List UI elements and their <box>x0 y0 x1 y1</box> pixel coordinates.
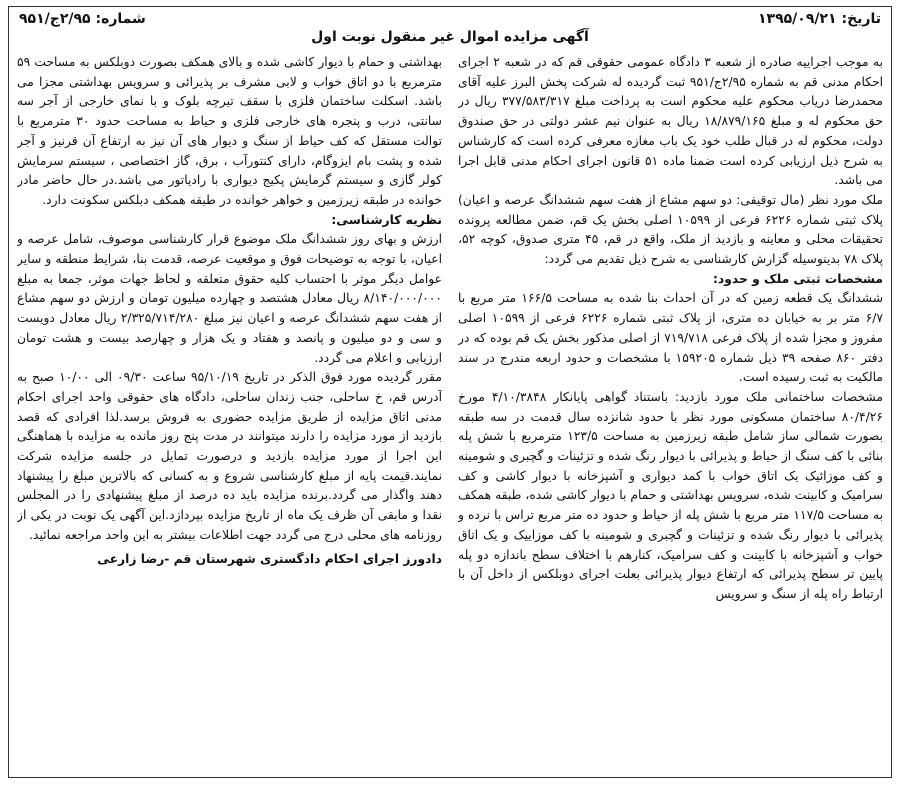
notice-header <box>9 7 891 51</box>
notice-title: آگهی مزایده اموال غیر منقول نوبت اول <box>311 29 589 45</box>
signature-line: دادورز اجرای احکام دادگستری شهرستان قم -رضا زارعی <box>97 551 442 566</box>
auction-paragraph: مقرر گردیده مورد فوق الذکر در تاریخ ۹۵/۱۰/۱۹ ساعت ۰۹/۳۰ الی ۱۰/۰۰ صبح به آدرس قم، خ ساحلی، جنب زندان ساحلی، دادگاه های حقوقی واحد اجرای احکام مدنی اتاق مزایده از طریق مزایده حضوری به فروش برسد.لذا افرادی که قصد بازدید از مورد مزایده را دارند میتوانند در مدت پنج روز مانده به مزایده با هماهنگی این اجرا از مورد مزایده بازدید و درصورت تمایل در جلسه مزایده شرکت نمایند.قیمت پایه از مبلغ کارشناسی شروع و به کسانی که بالاترین مبلغ را پیشنهاد دهند واگذار می گردد.برنده مزایده باید ده درصد از مبلغ پیشنهادی را در المجلس نقدا و مابقی آن ظرف یک ماه از تاریخ مزایده بپردازد.این آگهی یک نوبت در یکی از روزنامه های محلی درج می گردد جهت اطلاعات بیشتر به این واحد مراجعه نمائید. <box>17 370 442 542</box>
building-paragraph: مشخصات ساختمانی ملک مورد بازدید: باستناد گواهی پایانکار ۴/۱۰/۳۸۴۸ مورخ ۸۰/۴/۲۶ ساختمان مسکونی مورد نظر با حدود شانزده سال قدمت در سه طبقه بصورت شمالی ساز شامل طبقه زیرزمین به مساحت ۱۲۳/۵ مترمربع با شش پله بنائی با کف سنگ از حیاط و پذیرائی با دیوار رنگ شده و تزئینات و گچبری و شومینه و کف موزائیک یک اتاق خواب با کمد دیواری و آشپزخانه با دیوار کاشی و کف سرامیک و کابینت شده، سرویس بهداشتی و حمام با دیوار کاشی شده، طبقه همکف به مساحت ۱۱۷/۵ متر مربع با شش پله از حیاط و حدود ده متر مربع تراس با نرده و پذیرائی با دیوار رنگ شده و تزئینات و گچبری و شومینه با کف موزاییک و یک اتاق خواب و آشپزخانه با کابینت و کف سرامیک، کنارهم با اختلاف سطح باندازه دو پله پایین تر سطح پذیرائی که ارتفاع دیوار پذیرائی بعلت اجرای دوبلکس از داخل آن با ارتباط راه پله از سنگ و سرویس <box>458 389 883 601</box>
registry-paragraph: ششدانگ یک قطعه زمین که در آن احداث بنا شده به مساحت ۱۶۶/۵ متر مربع با ۶/۷ متر بر به خیابان ده متری، از پلاک ثبتی شماره ۶۲۲۶ فرعی از ۱۰۵۹۹ اصلی مفروز و مجزا شده از پلاک فرعی ۷۱۹/۷۱۸ از اصلی مذکور بخش یک قم بوده که در دفتر ۸۶۰ صفحه ۳۹ ذیل شماره ۱۵۹۲۰۵ با مشخصات و حدود اربعه مندرج در سند مالکیت به ثبت رسیده است. <box>458 291 883 385</box>
opinion-heading: نظریه کارشناسی: <box>331 212 442 227</box>
notice-number: شماره: ۲/۹۵ج/۹۵۱ <box>19 11 146 27</box>
intro-paragraph: به موجب اجراییه صادره از شعبه ۳ دادگاه عمومی حقوقی قم که در شعبه ۲ اجرای احکام مدنی قم به شماره ۲/۹۵ج/۹۵۱ ثبت گردیده له شرکت پخش البرز علیه آقای محمدرضا دریاب محکوم علیه محکوم است به پرداخت مبلغ ۳۷۷/۵۸۳/۳۱۷ ریال در حق محکوم له و مبلغ ۱۸/۸۷۹/۱۶۵ ریال به عنوان نیم عشر دولتی در حق صندوق دولت، محکوم له در قبال طلب خود یک باب مغازه معرفی کرده است که کارشناس به شرح ذیل ارزیابی کرده است ضمنا ماده ۵۱ قانون اجرای احکام مدنی قابل اجرا می باشد. <box>458 55 883 188</box>
registry-heading: مشخصات ثبتی ملک و حدود: <box>712 271 883 286</box>
right-column <box>458 53 883 773</box>
opinion-paragraph: ارزش و بهای روز ششدانگ ملک موضوع قرار کارشناسی موصوف، شامل عرصه و اعیان، با توجه به توضیحات فوق و موقعیت عرصه، قدمت بنا، شرایط منطقه و سایر عوامل دیگر موثر با احتساب کلیه حقوق متعلقه و لحاظ جهات موثر، جمعا به مبلغ ۸/۱۴۰/۰۰۰/۰۰۰ ریال معادل هشتصد و چهارده میلیون تومان و ارزش دو سهم مشاع از هفت سهم ششدانگ عرصه و اعیان نیز مبلغ ۲/۳۲۵/۷۱۴/۲۸۰ ریال معادل دویست و سی و دو میلیون و پانصد و هفتاد و یک هزار و چهارصد بیست و هشت تومان ارزیابی و اعلام می گردد. <box>17 232 442 365</box>
left-column <box>17 53 442 773</box>
property-paragraph: ملک مورد نظر (مال توقیفی: دو سهم مشاع از هفت سهم ششدانگ عرصه و اعیان) پلاک ثبتی شماره ۶۲۲۶ فرعی از ۱۰۵۹۹ اصلی بخش یک قم، ضمن مطالعه پرونده تحقیقات محلی و معاینه و بازدید از ملک، واقع در قم، ۴۵ متری صدوق، کوچه ۵۲، پلاک ۷۸ بدینوسیله گزارش کارشناسی به شرح ذیل تقدیم می گردد: <box>458 192 883 267</box>
building-continuation-paragraph: بهداشتی و حمام با دیوار کاشی شده و بالای همکف بصورت دوبلکس به مساحت ۵۹ مترمربع با دو اتاق خواب و لابی مشرف بر پذیرائی و سرویس بهداشتی مجزا می باشد. اسکلت ساختمان فلزی با سقف تیرچه بلوک و با نمای خارجی از آجر سه سانتی، درب و پنجره های خارجی فلزی و حیاط به مساحت حدود ۳۰ مترمربع با توالت مستقل که کف حیاط از سنگ و دیوار های آن نیز به ارتفاع آن قرنیز و آجر شده و پشت بام ایزوگام، دارای کنتورآب ، برق، گاز اختصاصی ، سیستم سرمایش کولر گازی و سیستم گرمایش پکیج دیواری با رادیاتور می باشد.در حال حاضر مادر خوانده در طبقه زیرزمین و خواهر خوانده در طبقه همکف دبلکس سکونت دارد. <box>17 55 442 207</box>
notice-body <box>17 53 883 773</box>
notice-date: تاریخ: ۱۳۹۵/۰۹/۲۱ <box>758 11 881 27</box>
auction-notice <box>8 6 892 778</box>
